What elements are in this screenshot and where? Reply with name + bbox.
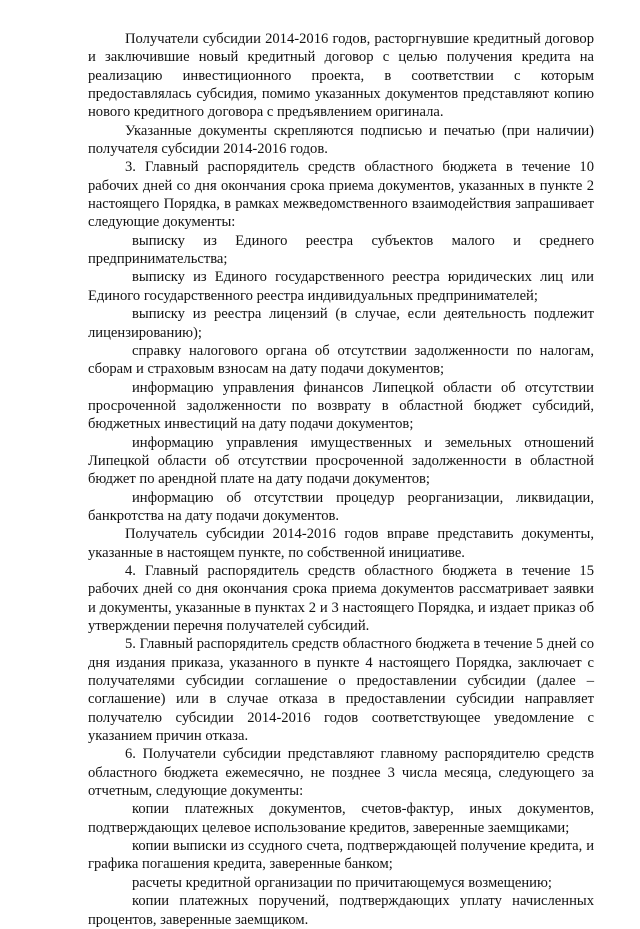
list-item-payment-orders: копии платежных поручений, подтверждающих уплату начисленных процентов, заверенные заемщиком. — [88, 893, 594, 928]
paragraph-own-initiative: Получатель субсидии 2014-2016 годов вправе представить документы, указанные в настоящем пункте, по собственной инициативе. — [88, 526, 594, 561]
list-item-license-register: выписку из реестра лицензий (в случае, если деятельность подлежит лицензированию); — [88, 306, 594, 341]
list-item-property-department-info: информацию управления имущественных и земельных отношений Липецкой области об отсутствии просроченной задолженности в областной бюджет по арендной плате на дату подачи документов; — [88, 434, 594, 488]
paragraph-item-6: 6. Получатели субсидии представляют главному распорядителю средств областного бюджета ежемесячно, не позднее 3 числа месяца, следующего за отчетным, следующие документы: — [88, 746, 594, 800]
paragraph-refinanced-loan: Получатели субсидии 2014-2016 годов, расторгнувшие кредитный договор и заключившие новый кредитный договор с целью получения кредита на реализацию инвестиционного проекта, в соответствии с которым предоставлялась субсидия, помимо указанных документов представляют копию нового кредитного договора с предъявлением оригинала. — [88, 31, 594, 121]
list-item-loan-account-statement: копии выписки из ссудного счета, подтверждающей получение кредита, и графика погашения кредита, заверенные банком; — [88, 838, 594, 873]
paragraph-item-3: 3. Главный распорядитель средств областного бюджета в течение 10 рабочих дней со дня окончания срока приема документов, указанных в пункте 2 настоящего Порядка, в рамках межведомственного взаимодействия запрашивает следующие документы: — [88, 159, 594, 231]
list-item-no-reorganization-info: информацию об отсутствии процедур реорганизации, ликвидации, банкротства на дату подачи документов. — [88, 489, 594, 524]
list-item-finance-department-info: информацию управления финансов Липецкой области об отсутствии просроченной задолженности по возврату в областной бюджет субсидий, бюджетных инвестиций на дату подачи документов; — [88, 379, 594, 433]
list-item-credit-calculations: расчеты кредитной организации по причитающемуся возмещению; — [132, 874, 552, 891]
paragraph-item-4: 4. Главный распорядитель средств областного бюджета в течение 15 рабочих дней со дня окончания срока приема документов рассматривает заявки и документы, указанные в пунктах 2 и 3 настоящего Порядка, и издает приказ об утверждении перечня получателей субсидий. — [88, 562, 594, 634]
list-item-payment-documents: копии платежных документов, счетов-фактур, иных документов, подтверждающих целевое использование кредитов, заверенные заемщиками; — [88, 801, 594, 836]
document-body — [88, 30, 594, 929]
list-item-sme-register: выписку из Единого реестра субъектов малого и среднего предпринимательства; — [88, 232, 594, 268]
list-item-tax-certificate: справку налогового органа об отсутствии задолженности по налогам, сборам и страховым взносам на дату подачи документов; — [88, 342, 594, 378]
paragraph-item-5: 5. Главный распорядитель средств областного бюджета в течение 5 дней со дня издания приказа, указанного в пункте 4 настоящего Порядка, заключает с получателями субсидии соглашение о предоставлении субсидии (далее – соглашение) или в случае отказа в предоставлении субсидии направляет получателю субсидии 2014-2016 годов соответствующее уведомление с указанием причин отказа. — [88, 636, 594, 745]
paragraph-signature-seal: Указанные документы скрепляются подписью и печатью (при наличии) получателя субсидии 2014-2016 годов. — [88, 122, 594, 158]
list-item-legal-entities-register: выписку из Единого государственного реестра юридических лиц или Единого государственного реестра индивидуальных предпринимателей; — [88, 269, 594, 304]
